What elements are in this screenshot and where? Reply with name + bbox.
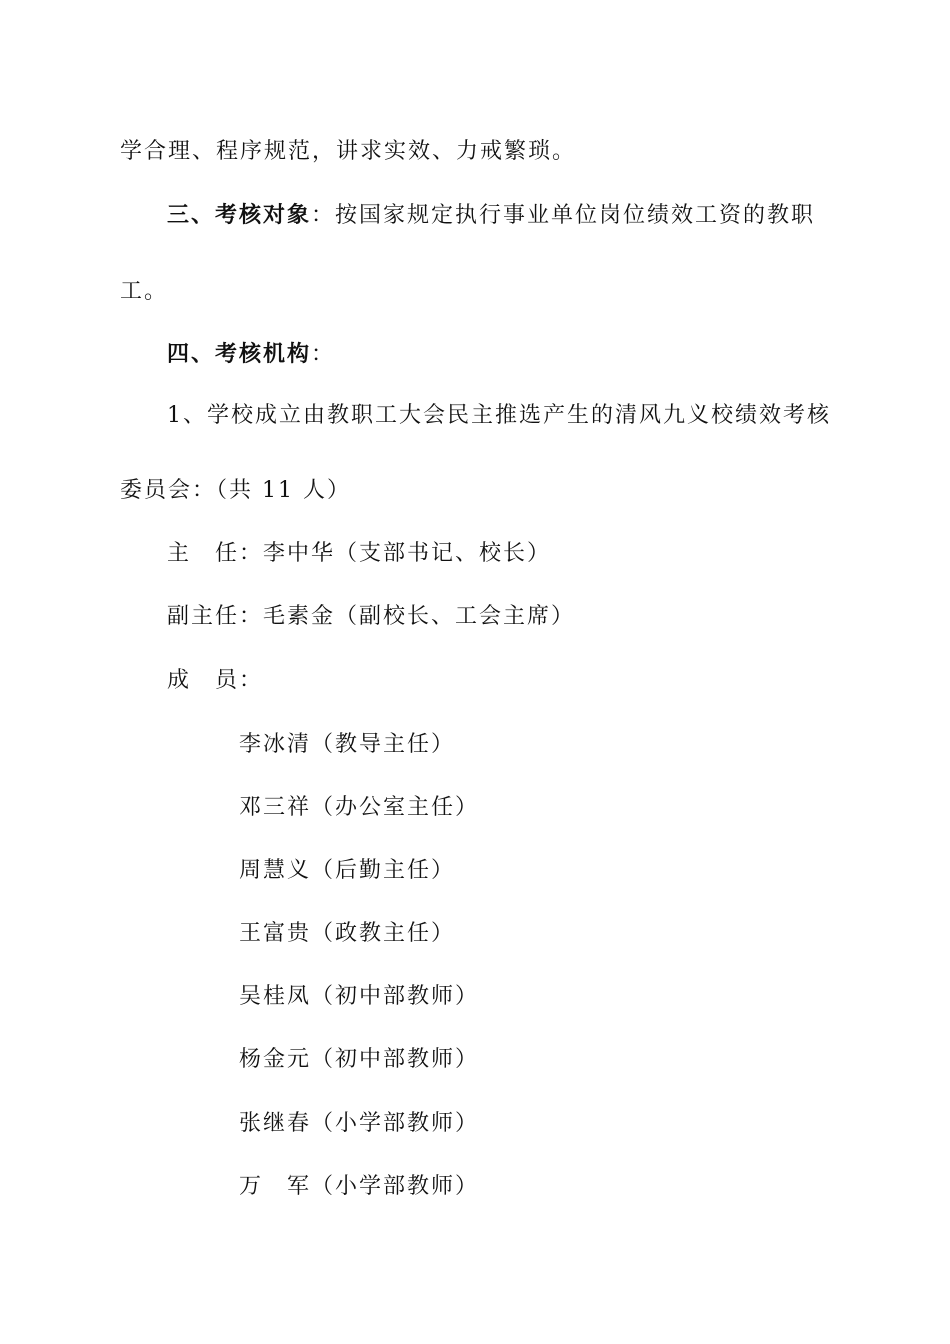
committee-director: 主 任：李中华（支部书记、校长） [167,541,552,566]
section-4-heading-line [167,339,335,370]
committee-intro-line-2: 委员会：（共 11 人） [120,478,351,503]
committee-member: 邓三祥（办公室主任） [239,795,480,820]
section-3-line-1 [167,200,815,231]
section-4-heading-colon: ： [311,342,336,367]
section-4-heading: 四、考核机构 [167,341,312,367]
committee-member: 李冰清（教导主任） [239,732,456,757]
section-3-heading: 三、考核对象 [167,202,312,228]
paragraph-continuation: 学合理、程序规范，讲求实效、力戒繁琐。 [120,139,577,164]
committee-member: 吴桂凤（初中部教师） [239,984,480,1009]
section-3-text: ：按国家规定执行事业单位岗位绩效工资的教职 [311,203,816,228]
committee-member: 周慧义（后勤主任） [239,858,456,883]
committee-member: 王富贵（政教主任） [239,921,456,946]
committee-member: 张继春（小学部教师） [239,1111,480,1136]
committee-members-label: 成 员： [167,668,264,693]
committee-deputy-director: 副主任：毛素金（副校长、工会主席） [167,604,576,629]
committee-member: 杨金元（初中部教师） [239,1047,480,1072]
committee-intro-line-1: 1、学校成立由教职工大会民主推选产生的清风九义校绩效考核 [167,403,831,428]
section-3-line-2: 工。 [120,279,169,304]
committee-member: 万 军（小学部教师） [239,1174,480,1199]
